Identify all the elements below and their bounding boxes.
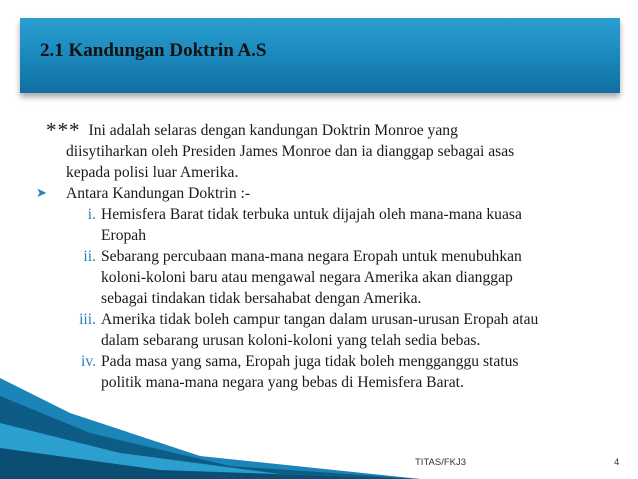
list-item <box>46 309 606 351</box>
list-text-line: Hemisfera Barat tidak terbuka untuk dijajah oleh mana-mana kuasa <box>101 206 522 223</box>
intro-line-1 <box>46 120 606 141</box>
bullet-text: Antara Kandungan Doktrin :- <box>66 185 251 202</box>
list-text-line: sebagai tindakan tidak bersahabat dengan Amerika. <box>101 290 422 307</box>
intro-line-3: kepada polisi luar Amerika. <box>66 164 239 181</box>
stars-marker: *** <box>46 118 81 142</box>
list-number: i. <box>87 206 96 223</box>
list-text-line: politik mana-mana negara yang bebas di Hemisfera Barat. <box>101 374 464 391</box>
doctrine-list <box>46 204 606 393</box>
list-text-line: Amerika tidak boleh campur tangan dalam urusan-urusan Eropah atau <box>101 311 539 328</box>
slide-body <box>36 118 606 393</box>
list-text-line: Sebarang percubaan mana-mana negara Eropah untuk menubuhkan <box>101 248 522 265</box>
list-number: ii. <box>83 248 96 265</box>
list-item <box>46 204 606 246</box>
list-text-line: koloni-koloni baru atau mengawal negara Amerika akan dianggap <box>101 269 513 286</box>
list-number: iv. <box>80 353 96 370</box>
list-text-line: dalam sebarang urusan koloni-koloni yang telah sedia bebas. <box>101 332 481 349</box>
list-number: iii. <box>79 311 96 328</box>
footer-label: TITAS/FKJ3 <box>415 457 467 468</box>
list-text-line: Eropah <box>101 227 147 244</box>
footer-wave-decoration <box>0 378 420 479</box>
list-text-line: Pada masa yang sama, Eropah juga tidak boleh mengganggu status <box>101 353 519 370</box>
intro-line-2: diisytiharkan oleh Presiden James Monroe dan ia dianggap sebagai asas <box>66 143 515 160</box>
intro-text-1: Ini adalah selaras dengan kandungan Doktrin Monroe yang <box>88 122 458 139</box>
page-number: 4 <box>614 457 620 468</box>
bullet-item <box>36 183 606 204</box>
title-banner <box>20 18 620 93</box>
arrow-bullet-icon: ➤ <box>36 186 47 201</box>
slide-title: 2.1 Kandungan Doktrin A.S <box>40 40 267 61</box>
list-item <box>46 246 606 309</box>
